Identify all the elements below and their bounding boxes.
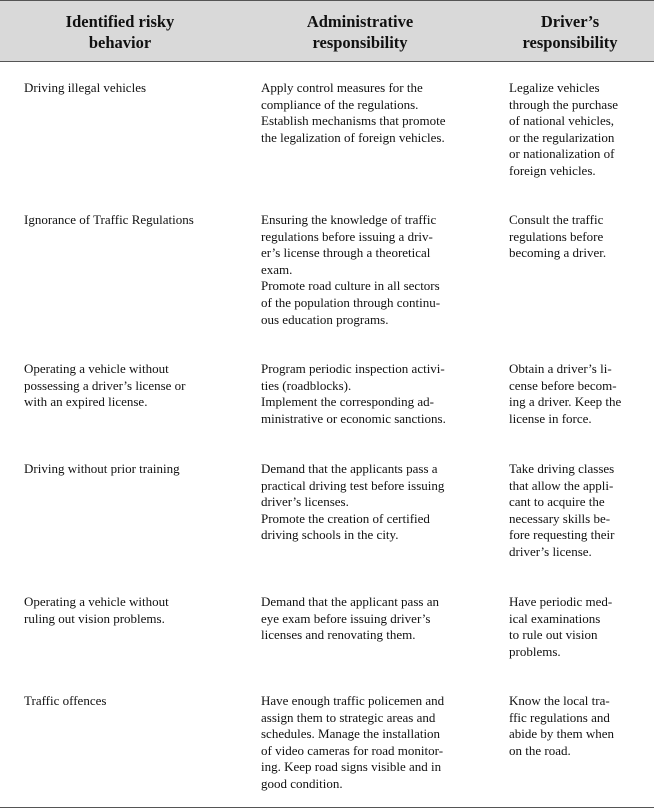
behavior-cell: Traffic offences bbox=[24, 693, 107, 708]
table-header bbox=[0, 0, 654, 62]
driver-cell: Have periodic med- ical examinations to rule out vision problems. bbox=[509, 594, 613, 659]
behavior-cell: Ignorance of Traffic Regulations bbox=[24, 212, 194, 227]
admin-cell: Ensuring the knowledge of traffic regulations before issuing a driv- er’s license through a theoretical exam. Promote road culture in all sectors of the population through continu- ous education programs. bbox=[261, 212, 441, 327]
driver-cell: Legalize vehicles through the purchase of national vehicles, or the regularization or nationalization of foreign vehicles. bbox=[509, 80, 619, 178]
admin-cell: Program periodic inspection activi- ties (roadblocks). Implement the corresponding ad- ministrative or economic sanctions. bbox=[261, 361, 446, 426]
behavior-cell: Operating a vehicle without possessing a driver’s license or with an expired license. bbox=[24, 361, 186, 410]
header-administrative: Administrative responsibility bbox=[306, 12, 414, 52]
header-driver: Driver’s responsibility bbox=[522, 12, 618, 52]
behavior-cell: Driving illegal vehicles bbox=[24, 80, 147, 95]
admin-cell: Apply control measures for the compliance of the regulations. Establish mechanisms that promote the legalization of foreign vehicles. bbox=[261, 80, 446, 145]
driver-cell: Take driving classes that allow the appli- cant to acquire the necessary skills be- fore requesting their driver’s license. bbox=[509, 461, 615, 559]
admin-cell: Have enough traffic policemen and assign them to strategic areas and schedules. Manage the installation of video cameras for road monitor- ing. Keep road signs visible and in good condition. bbox=[261, 693, 445, 791]
table-bottom-rule bbox=[0, 807, 654, 808]
admin-cell: Demand that the applicants pass a practical driving test before issuing driver’s licenses. Promote the creation of certified driving schools in the city. bbox=[261, 461, 445, 543]
admin-cell: Demand that the applicant pass an eye exam before issuing driver’s licenses and renovating them. bbox=[261, 594, 439, 643]
driver-cell: Consult the traffic regulations before becoming a driver. bbox=[509, 212, 607, 261]
driver-cell: Know the local tra- ffic regulations and abide by them when on the road. bbox=[509, 693, 615, 758]
driver-cell: Obtain a driver’s li- cense before becom- ing a driver. Keep the license in force. bbox=[509, 361, 622, 426]
header-behavior: Identified risky behavior bbox=[65, 12, 175, 52]
behavior-cell: Operating a vehicle without ruling out vision problems. bbox=[24, 594, 169, 626]
behavior-cell: Driving without prior training bbox=[24, 461, 180, 476]
